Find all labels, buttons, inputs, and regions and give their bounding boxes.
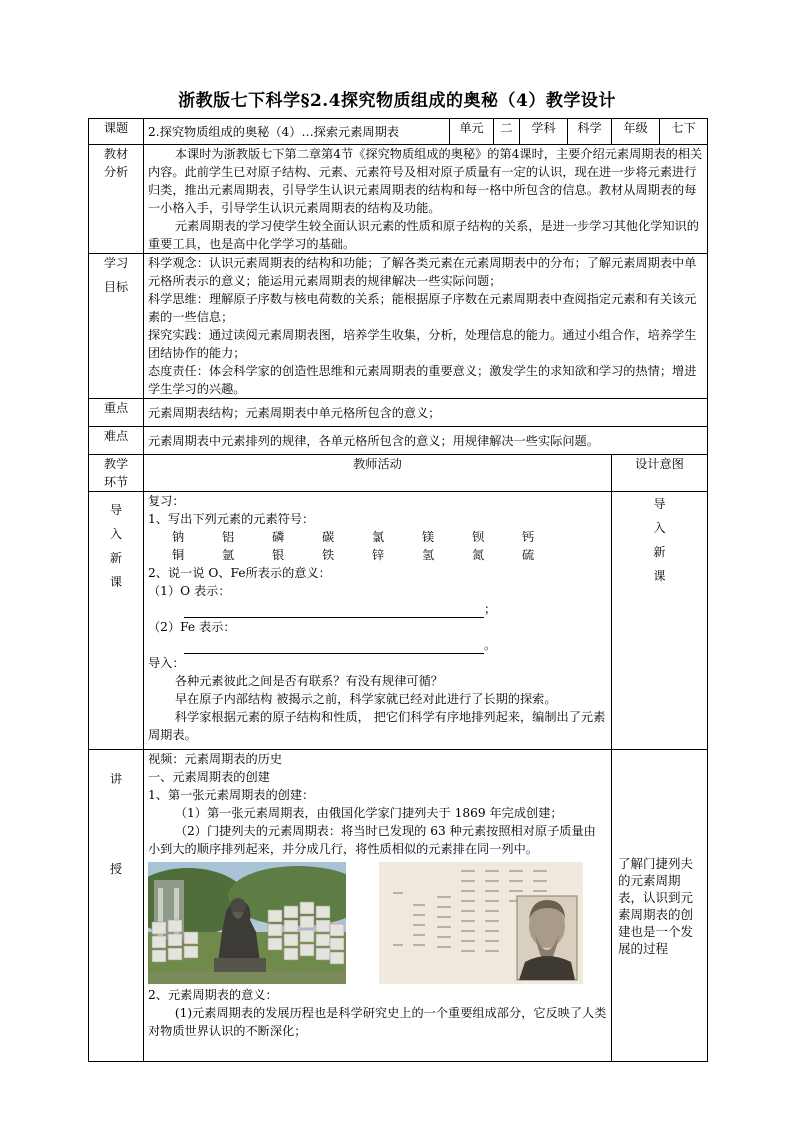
intro-intent-char-1: 导 <box>653 497 666 511</box>
periodic-table-portrait-image <box>379 862 583 984</box>
lead-line-3: 科学家根据元素的原子结构和性质， 把它们科学有序地排列起来，编制出了元素周期表。 <box>148 710 606 742</box>
intro-stage-char-2: 入 <box>109 527 123 541</box>
document-title: 浙教版七下科学§2.4探究物质组成的奥秘（4）教学设计 <box>178 91 616 111</box>
element-name: 氮 <box>472 548 485 562</box>
elements-row-2 <box>148 546 607 564</box>
section-1-heading: 一、元素周期表的创建 <box>148 770 270 784</box>
lead-label: 导入： <box>148 656 185 670</box>
difficult-point-label: 难点 <box>89 427 144 455</box>
subsection-1: 1、第一张元素周期表的创建： <box>148 788 315 802</box>
review-q2a: （1）O 表示： <box>148 584 231 598</box>
subject-label: 学科 <box>520 119 568 145</box>
review-q2: 2、说一说 O、Fe所表示的意义： <box>148 566 331 580</box>
intro-intent-char-2: 入 <box>653 521 666 535</box>
element-name: 铝 <box>222 530 235 544</box>
lead-line-2: 早在原子内部结构 被揭示之前，科学家就已经对此进行了长期的探索。 <box>174 692 557 706</box>
material-label-line-2: 分析 <box>103 165 129 179</box>
image-row <box>148 862 607 984</box>
element-name: 铜 <box>172 548 185 562</box>
topic-value: 2.探究物质组成的奥秘（4）…探索元素周期表 <box>144 119 450 145</box>
answer-end-1: ； <box>484 602 497 616</box>
element-name: 银 <box>272 548 285 562</box>
material-analysis-label <box>89 145 144 254</box>
mendeleev-statue-photo <box>148 862 346 984</box>
element-name: 钡 <box>472 530 485 544</box>
learning-goals-label <box>89 254 144 399</box>
topic-label: 课题 <box>89 119 144 145</box>
goal-thinking: 科学思维：理解原子序数与核电荷数的关系；能根据原子序数在元素周期表中查阅指定元素和有关该元素的一些信息； <box>148 292 697 324</box>
blank-line <box>184 605 484 618</box>
material-para-1: 本课时为浙教版七下第二章第4节《探究物质组成的奥秘》的第4课时，主要介绍元素周期表的相关内容。此前学生已对原子结构、元素、元素符号及相对原子质量有一定的认识，现在进一步将元素进行归类，推出元素周期表，引导学生认识元素周期表的结构和每一格中所包含的信息。教材从周期表的每一小格入手，引导学生认识元素周期表的结构及功能。 <box>148 147 703 215</box>
element-name: 锌 <box>372 548 385 562</box>
review-label: 复习： <box>148 494 185 508</box>
lesson-plan-table <box>88 118 708 1062</box>
goal-attitude: 态度责任：体会科学家的创造性思维和元素周期表的重要意义；激发学生的求知欲和学习的热情；增进学生学习的兴趣。 <box>148 364 697 396</box>
stage-header-line-2: 环节 <box>103 475 129 489</box>
lecture-intent-text: 了解门捷列夫的元素周期表，认识到元素周期表的创建也是一个发展的过程 <box>618 855 694 956</box>
answer-end-2: 。 <box>484 638 497 652</box>
answer-line-1 <box>148 600 607 618</box>
intro-stage-char-1: 导 <box>109 503 123 517</box>
answer-line-2 <box>148 636 607 654</box>
learning-goals-row <box>89 254 708 399</box>
subject-value: 科学 <box>568 119 612 145</box>
intro-stage <box>89 492 144 750</box>
key-point-row <box>89 399 708 427</box>
key-point-label: 重点 <box>89 399 144 427</box>
material-para-2: 元素周期表的学习使学生较全面认识元素的性质和原子结构的关系，是进一步学习其他化学知识的重要工具，也是高中化学学习的基础。 <box>148 219 699 251</box>
blank-line <box>184 641 484 654</box>
lecture-stage-char-1: 讲 <box>109 772 123 786</box>
element-name: 镁 <box>422 530 435 544</box>
intro-intent-char-4: 课 <box>653 569 666 583</box>
video-line: 视频：元素周期表的历史 <box>148 752 283 766</box>
grade-label: 年级 <box>612 119 660 145</box>
intro-intent <box>612 492 708 750</box>
point-3: (1)元素周期表的发展历程也是科学研究史上的一个重要组成部分，它反映了人类对物质世界认识的不断深化； <box>148 1006 607 1038</box>
material-label-line-1: 教材 <box>103 147 129 161</box>
element-name: 氢 <box>422 548 435 562</box>
lecture-stage <box>89 750 144 1062</box>
material-analysis-content <box>144 145 708 254</box>
element-name: 磷 <box>272 530 285 544</box>
key-point-text: 元素周期表结构；元素周期表中单元格所包含的意义； <box>144 399 708 427</box>
lecture-stage-char-2: 授 <box>109 862 123 876</box>
stage-header <box>89 455 144 492</box>
grade-value: 七下 <box>660 119 708 145</box>
lead-line-1: 各种元素彼此之间是否有联系？有没有规律可循？ <box>174 674 443 688</box>
element-name: 钠 <box>172 530 185 544</box>
unit-value: 二 <box>494 119 520 145</box>
element-name: 硫 <box>522 548 535 562</box>
lecture-row <box>89 750 708 1062</box>
intro-activity <box>144 492 612 750</box>
point-1: （1）第一张元素周期表，由俄国化学家门捷列夫于 1869 年完成创建； <box>174 806 563 820</box>
lecture-intent <box>612 750 708 1062</box>
point-2: （2）门捷列夫的元素周期表：将当时已发现的 63 种元素按照相对原子质量由小到大的顺序排列起来，并分成几行，将性质相似的元素排在同一列中。 <box>148 824 596 856</box>
element-name: 铁 <box>322 548 335 562</box>
goals-label-line-2: 目标 <box>103 280 129 294</box>
goal-practice: 探究实践：通过读阅元素周期表图，培养学生收集，分析，处理信息的能力。通过小组合作，培养学生团结协作的能力； <box>148 328 697 360</box>
material-analysis-row <box>89 145 708 254</box>
unit-label: 单元 <box>450 119 494 145</box>
elements-row-1 <box>148 528 607 546</box>
subsection-2: 2、元素周期表的意义： <box>148 988 278 1002</box>
element-name: 氯 <box>372 530 385 544</box>
difficult-point-text: 元素周期表中元素排列的规律，各单元格所包含的意义；用规律解决一些实际问题。 <box>144 427 708 455</box>
header-row <box>89 119 708 145</box>
difficult-point-row <box>89 427 708 455</box>
lecture-activity <box>144 750 612 1062</box>
intro-row <box>89 492 708 750</box>
intro-stage-char-4: 课 <box>109 575 123 589</box>
element-name: 钙 <box>522 530 535 544</box>
design-intent-header: 设计意图 <box>612 455 708 492</box>
goal-concept: 科学观念：认识元素周期表的结构和功能；了解各类元素在元素周期表中的分布；了解元素周期表中单元格所表示的意义；能运用元素周期表的规律解决一些实际问题； <box>148 256 697 288</box>
stage-header-line-1: 教学 <box>103 457 129 471</box>
intro-stage-char-3: 新 <box>109 551 123 565</box>
teacher-activity-header: 教师活动 <box>144 455 612 492</box>
element-name: 碳 <box>322 530 335 544</box>
review-q2b: （2）Fe 表示： <box>148 620 236 634</box>
review-q1: 1、写出下列元素的元素符号： <box>148 512 315 526</box>
element-name: 氩 <box>222 548 235 562</box>
activity-header-row <box>89 455 708 492</box>
intro-intent-char-3: 新 <box>653 545 666 559</box>
learning-goals-content <box>144 254 708 399</box>
goals-label-line-1: 学习 <box>103 256 129 270</box>
